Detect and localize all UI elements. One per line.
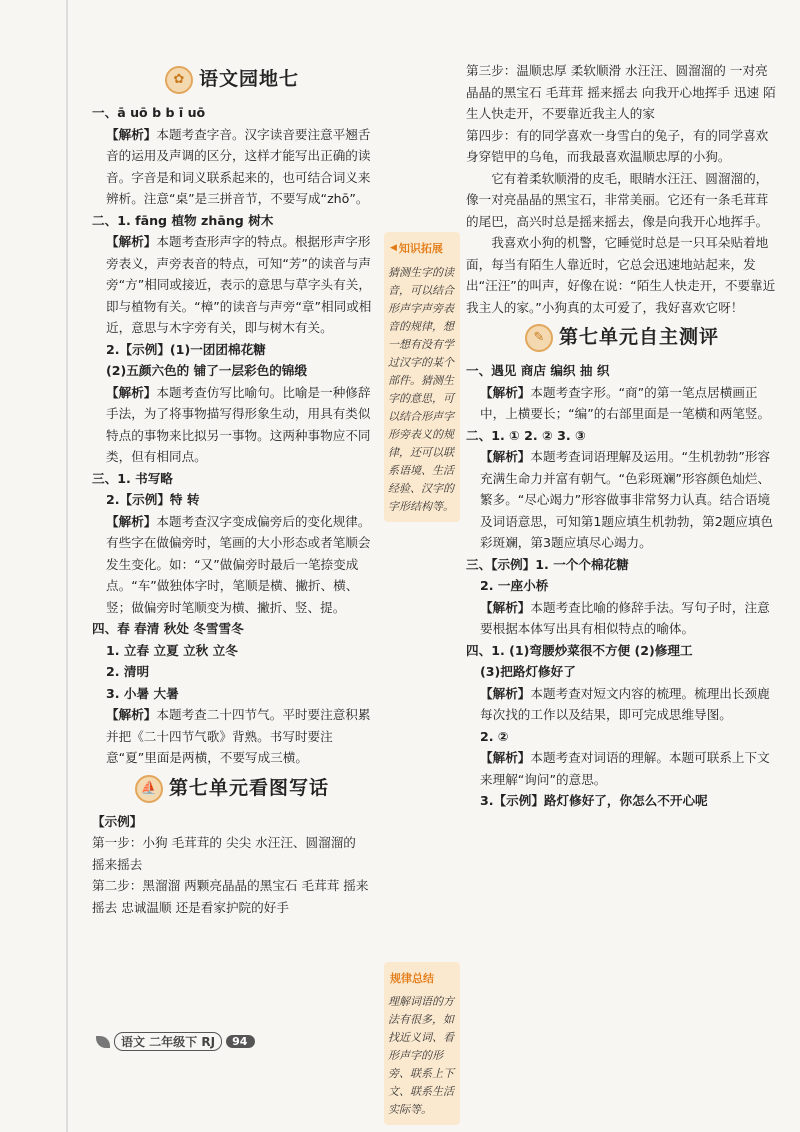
example-label: 【示例】: [92, 813, 143, 829]
analysis-text: 本题考查汉字变成偏旁后的变化规律。有些字在做偏旁时，笔画的大小形态或者笔顺会发生变化。如：“又”做偏旁时最后一笔捺变成点。“车”做独体字时，笔顺是横、撇折、横、竖；做偏旁时笔顺变为横、撇折、竖、提。: [106, 513, 371, 615]
analysis-4: [466, 683, 778, 726]
analysis-2: [92, 231, 372, 339]
question-3-1: 三、1. 书写略: [92, 470, 173, 486]
question-2-2a: 2.【示例】(1)一团团棉花糖: [106, 341, 266, 357]
analysis-tag: 【解析】: [480, 685, 531, 701]
question-4-2: 2. ②: [480, 728, 509, 744]
analysis-4-2: [466, 747, 778, 790]
analysis-tag: 【解析】: [106, 234, 157, 249]
analysis-tag: 【解析】: [106, 707, 157, 722]
question-4: 四、春 春清 秋处 冬雪雪冬: [92, 621, 244, 636]
section-header-garden: [92, 62, 372, 98]
note-text: 猜测生字的读音，可以结合形声字声旁表音的规律，想一想有没有学过汉字的某个部件。猜测生字的意思，可以结合形声字形旁表义的规律，还可以联系语境、生活经验、汉字的字形结构等。: [388, 265, 454, 513]
question-4-1: 1. 立春 立夏 立秋 立冬: [106, 642, 238, 658]
book-label: 语文 二年级下 RJ: [114, 1032, 222, 1051]
analysis-text: 本题考查字音。汉字读音要注意平翘舌音的运用及声调的区分，这样才能写出正确的读音。字音是和词义联系起来的，也可结合词义来辨析。注意“桌”是三拼音节，不要写成“zhō”。: [106, 126, 371, 206]
analysis-text: 本题考查仿写比喻句。比喻是一种修辞手法，为了将事物描写得形象生动，用具有类似特点的事物来比拟另一事物。这两种事物应不同类，但有相同点。: [106, 384, 371, 464]
question-4-3: 3.【示例】路灯修好了，你怎么不开心呢: [480, 793, 708, 808]
analysis-text: 本题考查对词语的理解。本题可联系上下文来理解“询问”的意思。: [480, 750, 770, 787]
note-label: [390, 238, 456, 260]
left-column: [92, 60, 372, 918]
question-4-3: 3. 小暑 大暑: [106, 685, 179, 701]
essay-paragraph-2: 我喜欢小狗的机警，它睡觉时总是一只耳朵贴着地面，每当有陌生人靠近时，它总会迅速地站起来，发出“汪汪”的叫声，好像在说：“陌生人快走开，不要靠近我主人的家。”小狗真的太可爱了，我好喜欢它呀！: [466, 235, 776, 315]
question-3-1: 三、【示例】1. 一个个棉花糖: [466, 556, 629, 572]
analysis-text: 本题考查字形。“商”的第一笔点居横画正中，上横要长；“编”的右部里面是一笔横和两笔竖。: [480, 384, 771, 421]
analysis-2-2: [92, 382, 372, 468]
boat-icon: ⛵: [135, 775, 163, 803]
leaf-icon: [96, 1036, 110, 1048]
note-label-text: 规律总结: [390, 971, 434, 985]
analysis-4: [92, 704, 372, 769]
analysis-tag: 【解析】: [480, 750, 531, 765]
analysis-tag: 【解析】: [106, 126, 157, 142]
section-header-self-test: [466, 320, 778, 356]
flower-icon: ✿: [165, 66, 193, 94]
step-3: 第三步：温顺忠厚 柔软顺滑 水汪汪、圆溜溜的 一对亮晶晶的黑宝石 毛茸茸 摇来摇去 向我开心地挥手 迅速 陌生人快走开，不要靠近我主人的家: [466, 63, 776, 121]
section-title: 第七单元自主测评: [558, 326, 719, 349]
section-header-picture-writing: [92, 771, 372, 807]
analysis-1: [92, 124, 372, 210]
question-4-1: 四、1. (1)弯腰炒菜很不方便 (2)修理工: [466, 642, 693, 658]
book-icon: ✎: [525, 324, 553, 352]
question-2: 二、1. fāng 植物 zhāng 树木: [92, 212, 274, 228]
analysis-text: 本题考查词语理解及运用。“生机勃勃”形容充满生命力并富有朝气。“色彩斑斓”形容颜色灿烂、繁多。“尽心竭力”形容做事非常努力认真。结合语境及词语意思，可知第1题应填生机勃勃，第2题应填色彩斑斓，第3题应填尽心竭力。: [480, 449, 774, 550]
question-4-1b: (3)把路灯修好了: [480, 664, 576, 679]
analysis-tag: 【解析】: [106, 513, 157, 529]
section-title: 语文园地七: [198, 68, 299, 91]
side-notes: [384, 232, 460, 1125]
step-1: 第一步：小狗 毛茸茸的 尖尖 水汪汪、圆溜溜的 摇来摇去: [92, 835, 356, 872]
step-2: 第二步：黑溜溜 两颗亮晶晶的黑宝石 毛茸茸 摇来摇去 忠诚温顺 还是看家护院的好手: [92, 878, 369, 915]
question-1: 一、遇见 商店 编织 抽 织: [466, 363, 610, 378]
page-number: 94: [226, 1035, 255, 1048]
step-4: 第四步：有的同学喜欢一身雪白的兔子，有的同学喜欢身穿铠甲的乌龟，而我最喜欢温顺忠厚的小狗。: [466, 127, 769, 164]
analysis-tag: 【解析】: [480, 384, 531, 400]
question-2: 二、1. ① 2. ② 3. ③: [466, 427, 586, 443]
note-label-text: 知识拓展: [398, 242, 443, 255]
analysis-3: [92, 511, 372, 619]
analysis-3: [466, 597, 778, 640]
section-title: 第七单元看图写话: [168, 776, 329, 799]
right-column: [466, 60, 778, 812]
essay-paragraph-1: 它有着柔软顺滑的皮毛，眼睛水汪汪、圆溜溜的，像一对亮晶晶的黑宝石，非常美丽。它还有一条毛茸茸的尾巴，高兴时总是摇来摇去，像是向我开心地挥手。: [466, 170, 769, 229]
analysis-text: 本题考查二十四节气。平时要注意积累并把《二十四节气歌》背熟。书写时要注意“夏”里面是两横，不要写成三横。: [106, 707, 371, 765]
binding-line: [66, 0, 68, 1132]
analysis-1: [466, 382, 778, 425]
analysis-tag: 【解析】: [106, 384, 157, 400]
page-footer: [96, 1032, 255, 1051]
analysis-tag: 【解析】: [480, 599, 531, 615]
question-3-2: 2. 一座小桥: [480, 578, 549, 593]
question-3-2: 2.【示例】特 转: [106, 492, 200, 507]
question-2-2b: (2)五颜六色的 铺了一层彩色的锦缎: [106, 363, 307, 378]
question-4-2: 2. 清明: [106, 664, 150, 679]
analysis-text: 本题考查形声字的特点。根据形声字形旁表义，声旁表音的特点，可知“芳”的读音与声旁“方”相同或接近，表示的意思与草字头有关，即与植物有关。“樟”的读音与声旁“章”相同或相近，意思与木字旁有关，即与树木有关。: [106, 234, 372, 335]
note-text: 理解词语的方法有很多，如找近义词、看形声字的形旁、联系上下文、联系生活实际等。: [388, 995, 454, 1116]
analysis-text: 本题考查对短文内容的梳理。梳理出长颈鹿每次找的工作以及结果，即可完成思维导图。: [480, 685, 770, 722]
rule-note: [384, 962, 460, 1126]
analysis-2: [466, 446, 778, 554]
knowledge-note: [384, 232, 460, 522]
analysis-tag: 【解析】: [480, 449, 531, 464]
question-1: 一、ā uō b b ī uō: [92, 105, 206, 120]
arrow-icon: ◀: [390, 243, 397, 253]
spacer: [384, 522, 460, 962]
note-label: [390, 968, 456, 990]
analysis-text: 本题考查比喻的修辞手法。写句子时，注意要根据本体写出具有相似特点的喻体。: [480, 599, 770, 636]
